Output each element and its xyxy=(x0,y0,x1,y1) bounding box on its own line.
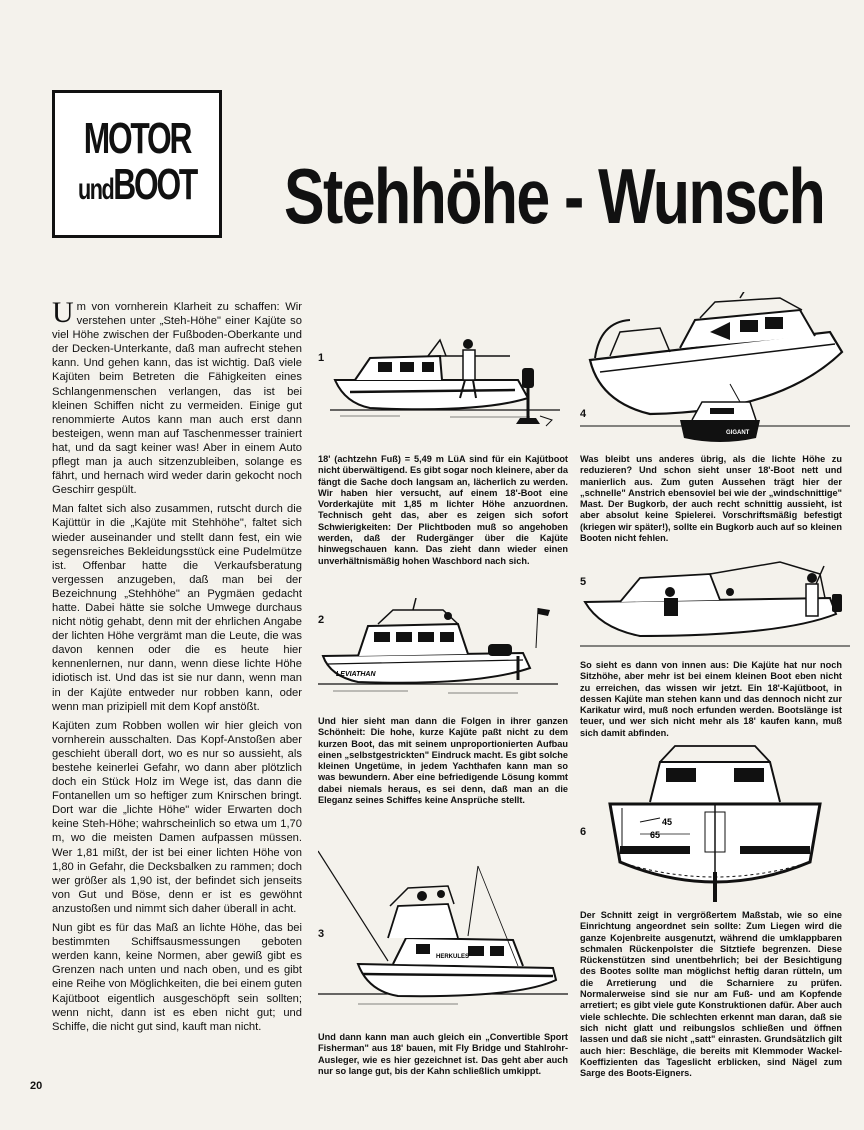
body-paragraph-3: Kajüten zum Robben wollen wir hier gleich von vornherein ausschalten. Das Kopf-Anstoßen aber geschieht überall dort, wo es nur so aussieht, als bestehe keinerlei Gefahr, wo dann aber plötzlich doch ein Stück Holz im Wege ist, das dann die Fontanellen um so heftiger zum Knirschen bringt. Dort war die „lichte Höhe" wider Erwarten doch keine Steh-Höhe; wahrscheinlich so etwa um 1,70 m, wo die meisten Damen aufpassen müssen. Wer 1,81 mißt, der ist bei einer lichten Höhe von 1,80 in Gefahr, die Decksbalken zu rammen; doch wer größer als 1,90 ist, der befindet sich jenseits von Gut und Böse, denn er ist es gewöhnt anzustoßen und nimmt sich daher überall in acht. xyxy=(52,719,302,915)
article-body xyxy=(52,296,303,1039)
figure-6-section-drawing xyxy=(600,742,830,907)
figure-5-caption: So sieht es dann von innen aus: Die Kajüte hat nur noch Sitzhöhe, aber mehr ist bei einem kleinen Boot eben nicht zu erreichen, das wissen wir jetzt. Ein 18'-Kajütboot, in dessen Kajüte man stehen kann und das dennoch nicht zur Karikatur wird, muß noch erfunden werden. Bootslänge ist teuer, und wer sich nicht mehr als 18' kaufen kann, muß sich damit abfinden. xyxy=(580,660,842,738)
figure-1-caption: 18' (achtzehn Fuß) = 5,49 m LüA sind für ein Kajütboot nicht überwältigend. Es gibt sogar noch kleinere, aber da fängt die Sache doch langsam an, lächerlich zu werden. Wir haben hier versucht, auf einem 18'-Boot eine Vorderkajüte mit 1,85 m lichter Höhe anzuordnen. Technisch geht das, aber es zeigen sich sofort Schwierigkeiten: Der Plichtboden muß so angehoben werden, daß der Rudergänger über die Kajüte hinwegschauen kann. Das zieht dann wieder einen unverhältnismäßig hohen Waschbord nach sich. xyxy=(318,454,568,566)
figure-4-caption: Was bleibt uns anderes übrig, als die lichte Höhe zu reduzieren? Und schon sieht unser 18'-Boot nett und manierlich aus. Zum guten Aussehen trägt hier der „schnelle" Anstrich ebensoviel bei wie der „windschnittige" Mast. Der Bugkorb, der auch recht schnittig aussieht, ist aber absolut keine Spielerei. Vorschriftsmäßig befestigt (kriegen wir später!), sollte ein Bugkorb auch auf so kleinen Booten nicht fehlen. xyxy=(580,454,842,544)
figure-6-dimension-45: 45 xyxy=(662,817,673,827)
figure-5-number: 5 xyxy=(580,576,587,588)
figure-6-caption: Der Schnitt zeigt in vergrößertem Maßstab, wie so eine Einrichtung angeordnet sein sollte: Zum Liegen wird die ganze Kojenbreite ausgenutzt, während die umklappbaren schmalen Rückenpolster die Sitztiefe begrenzen. Diese Rückenstützen sind unentbehrlich; bei der Besichtigung des Bootes sollte man möglichst heftig daran rütteln, um die Arretierung und die Scharniere zu prüfen. Normalerweise sind sie nur am Fuß- und am Kopfende arretiert; es gibt viele gute Konstruktionen dafür. Aber auch viele schlechte. Die schlechten erkennt man daran, daß sie sich nicht glatt und reibungslos schließen und öffnen lassen und daß sie nicht „satt" einrasten. Grundsätzlich gilt auch hier: Beschläge, die bereits mit Klemmoder Wackel-Koeffizienten das Tageslicht erblicken, sind Nägel zum Sarge des Boots-Eigners. xyxy=(580,910,842,1079)
dropcap: U xyxy=(52,296,74,329)
figure-3-number: 3 xyxy=(318,928,325,940)
magazine-logo xyxy=(52,90,222,238)
figure-3-boat-name: HERKULES xyxy=(436,954,470,960)
figure-4-boat-name: GIGANT xyxy=(726,430,750,436)
figure-4-number: 4 xyxy=(580,408,587,420)
figure-3-caption: Und dann kann man auch gleich ein „Convertible Sport Fisherman" aus 18' bauen, mit Fly Bridge und Stahlrohr-Ausleger, wie es hier gezeichnet ist. Das geht aber auch nur so lange gut, bis der Kahn schließlich umkippt. xyxy=(318,1032,568,1076)
body-paragraph-4: Nun gibt es für das Maß an lichte Höhe, das bei bestimmten Schiffsausmessungen geboten werden kann, keine Normen, aber gewiß gibt es Grenzen nach unten und nach oben, und es gibt eine Reihe von Möglichkeiten, die bei einem guten Kajütboot eigentlich ausgeschöpft sein sollten; wenn nicht, dann ist es eben nicht gut; und Schiffe, die nicht gut sind, kauft man nicht. xyxy=(52,922,303,1033)
figure-6-dimension-65: 65 xyxy=(650,830,661,840)
figure-1-number: 1 xyxy=(318,352,325,364)
logo-boot: BOOT xyxy=(113,159,197,209)
figure-4-boat-drawing xyxy=(580,292,850,452)
figure-6-number: 6 xyxy=(580,826,587,838)
page-number: 20 xyxy=(30,1080,43,1092)
figure-2-boat-drawing xyxy=(318,598,558,708)
figure-2-caption: Und hier sieht man dann die Folgen in ihrer ganzen Schönheit: Die hohe, kurze Kajüte paßt nicht zu dem kurzen Boot, das mit seinem unproportionierten Aufbau einen „selbstgestrickten" Eindruck macht. Es gibt solche kleinen Ungetüme, in jedem Yachthafen kann man so was bewundern. Aber eine befriedigende Lösung kommt dabei niemals heraus, es sei denn, daß man an die Eleganz seines Schiffes keine Ansprüche stellt. xyxy=(318,716,568,806)
logo-und: und xyxy=(77,172,114,206)
paragraph-1-text: m von vornherein Klarheit zu schaffen: Wir verstehen unter „Steh-Höhe" einer Kajüte so viel Höhe zwischen der Fußboden-Oberkante und der Decken-Unterkante, daß man aufrecht stehen kann. Und gehen kann, das ist wichtig. Daß viele Kajüten beim Betreten die Fähigkeiten eines Schlangenmenschen verlangen, das ist bei kleinen Schiffen nicht zu vermeiden. Einige gut renommierte Autos kann man auch erst dann besteigen, wenn man auf Taschenmesser trainiert hat, und da sagt keiner was! Aber in einem Auto pflegt man ja auch sitzenzubleiben, solange es fährt, und hernach wird weder darin gekocht noch Geschirr gespült. xyxy=(52,301,302,497)
logo-line-motor: MOTOR xyxy=(83,113,191,163)
figure-5-boat-drawing xyxy=(580,556,850,656)
logo-line-boot xyxy=(77,159,197,213)
figure-1-boat-drawing xyxy=(330,318,560,433)
body-paragraph-2: Man faltet sich also zusammen, rutscht durch die Kajüttür in die „Kajüte mit Stehhöhe", faltet sich wieder auseinander und stellt dann fest, ein wie segensreiches Bekleidungsstück eine Pudelmütze ist. Offenbar hatte die Verkaufsberatung vergessen anzugeben, daß man bei der Bezeichnung „Stehhöhe" an Pygmäen gedacht hatte. Dabei hätte sie solche Umwege durchaus nicht nötig gehabt, denn mit der ehrlichen Angabe der lichten Höhe vergrämt man die Leute, die was davon kennen oder die es heute hier kennenlernen, nur dann, wenn diese lichte Höhe idiotisch ist. Und das ist sie nur dann, wenn man in der Kajüte entweder nur robben kann, oder wenn man prizipiell mit dem Kopf anstößt. xyxy=(52,503,302,713)
figure-2-boat-name: LEVIATHAN xyxy=(336,671,376,678)
figure-2-number: 2 xyxy=(318,614,325,626)
article-headline: Stehhöhe - Wunsch xyxy=(284,152,825,240)
body-paragraph-1 xyxy=(52,296,302,497)
figure-3-boat-drawing xyxy=(318,846,568,1021)
